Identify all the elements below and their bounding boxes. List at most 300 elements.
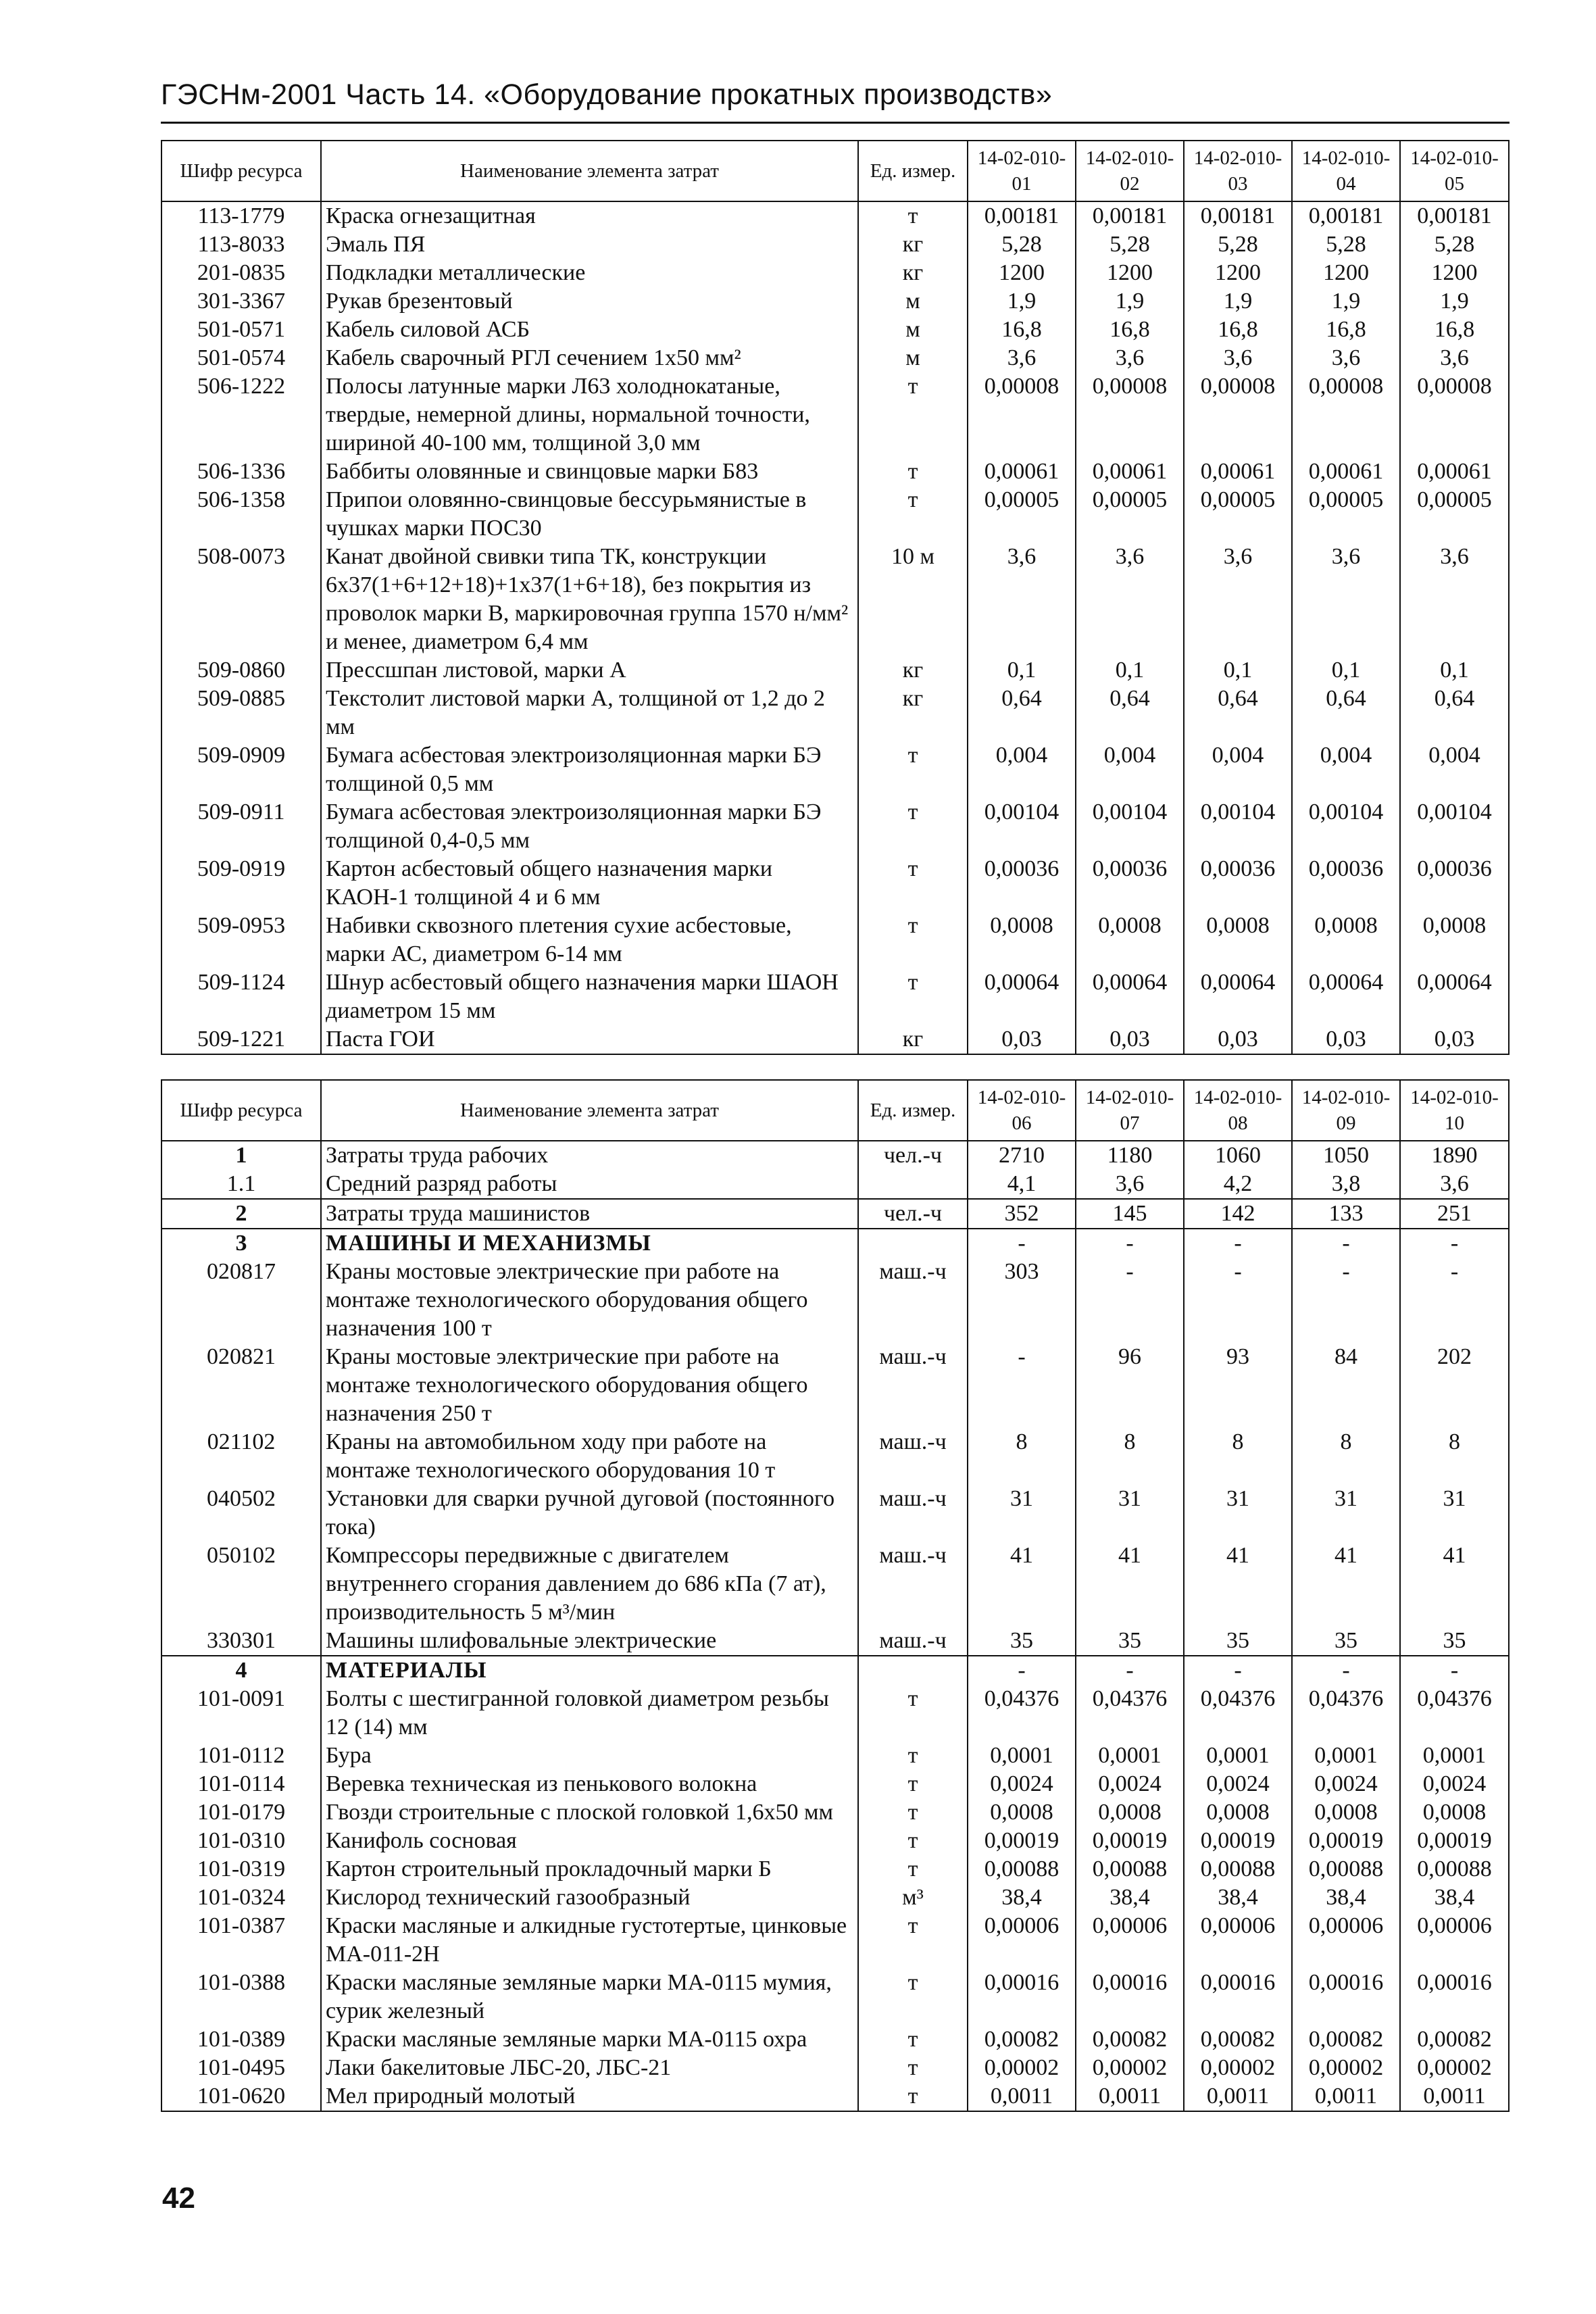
norm-value: 0,1 bbox=[1400, 656, 1509, 685]
cost-element-name: Текстолит листовой марки А, толщиной от 1,2 до 2 мм bbox=[321, 685, 858, 741]
norm-value: 35 bbox=[1076, 1627, 1184, 1656]
norm-value: 0,0011 bbox=[1400, 2082, 1509, 2111]
norm-value: 0,00036 bbox=[1076, 855, 1184, 912]
norm-value: 0,00002 bbox=[968, 2054, 1076, 2082]
table-row bbox=[161, 1827, 1509, 1855]
resource-code: 101-0324 bbox=[161, 1884, 321, 1912]
table-row bbox=[161, 344, 1509, 372]
table-row bbox=[161, 1170, 1509, 1199]
norm-value: 3,8 bbox=[1292, 1170, 1400, 1199]
header-col-1: 14-02-010-06 bbox=[968, 1080, 1076, 1141]
norm-value: 0,00181 bbox=[968, 201, 1076, 230]
resource-code: 509-0909 bbox=[161, 741, 321, 798]
norm-value: - bbox=[1400, 1656, 1509, 1685]
norm-value: 38,4 bbox=[1400, 1884, 1509, 1912]
norm-value: 0,0001 bbox=[1292, 1742, 1400, 1770]
resource-code: 1 bbox=[161, 1141, 321, 1170]
norm-value: 31 bbox=[1184, 1485, 1292, 1542]
norm-value: 0,00181 bbox=[1184, 201, 1292, 230]
unit-of-measure: т bbox=[858, 201, 968, 230]
unit-of-measure: т bbox=[858, 1969, 968, 2025]
cost-element-name: Затраты труда рабочих bbox=[321, 1141, 858, 1170]
norm-value: 0,00181 bbox=[1400, 201, 1509, 230]
unit-of-measure: м bbox=[858, 287, 968, 316]
norm-value: 3,6 bbox=[1184, 543, 1292, 656]
norm-value: 1200 bbox=[1292, 259, 1400, 287]
norm-value: 0,00088 bbox=[1076, 1855, 1184, 1884]
norm-value: 0,0008 bbox=[968, 1798, 1076, 1827]
norm-value: 0,0011 bbox=[1076, 2082, 1184, 2111]
cost-element-name: Краны на автомобильном ходу при работе на монтаже технологического оборудования 10 т bbox=[321, 1428, 858, 1485]
cost-element-name: Кабель сварочный РГЛ сечением 1х50 мм² bbox=[321, 344, 858, 372]
norm-value: 0,64 bbox=[1076, 685, 1184, 741]
norm-value: - bbox=[1184, 1229, 1292, 1258]
header-col-2: 14-02-010-07 bbox=[1076, 1080, 1184, 1141]
table-row bbox=[161, 1025, 1509, 1054]
norm-value: 1,9 bbox=[1184, 287, 1292, 316]
unit-of-measure: т bbox=[858, 968, 968, 1025]
norm-value: - bbox=[1184, 1258, 1292, 1343]
norm-value: 16,8 bbox=[968, 316, 1076, 344]
table-header-row bbox=[161, 1080, 1509, 1141]
norm-value: 0,03 bbox=[1184, 1025, 1292, 1054]
header-code: Шифр ресурса bbox=[161, 141, 321, 201]
cost-element-name: Шнур асбестовый общего назначения марки ШАОН диаметром 15 мм bbox=[321, 968, 858, 1025]
table-row bbox=[161, 2054, 1509, 2082]
table-row bbox=[161, 1343, 1509, 1428]
table-row bbox=[161, 230, 1509, 259]
table-row bbox=[161, 1855, 1509, 1884]
norm-value: - bbox=[1076, 1656, 1184, 1685]
norm-value: 3,6 bbox=[1292, 344, 1400, 372]
norm-value: 3,6 bbox=[1184, 344, 1292, 372]
norm-value: 1050 bbox=[1292, 1141, 1400, 1170]
norm-value: 3,6 bbox=[1292, 543, 1400, 656]
table-row bbox=[161, 1229, 1509, 1258]
table-row bbox=[161, 912, 1509, 968]
resource-code: 501-0574 bbox=[161, 344, 321, 372]
resource-code: 506-1358 bbox=[161, 486, 321, 543]
unit-of-measure: маш.-ч bbox=[858, 1428, 968, 1485]
header-col-3: 14-02-010-03 bbox=[1184, 141, 1292, 201]
norm-value: - bbox=[1076, 1229, 1184, 1258]
norm-value: 0,0011 bbox=[1292, 2082, 1400, 2111]
table-row bbox=[161, 287, 1509, 316]
norm-value: 41 bbox=[1292, 1542, 1400, 1627]
norm-value: 0,03 bbox=[1076, 1025, 1184, 1054]
norm-value: 31 bbox=[1400, 1485, 1509, 1542]
unit-of-measure: т bbox=[858, 1827, 968, 1855]
resource-code: 4 bbox=[161, 1656, 321, 1685]
norm-value: 0,00005 bbox=[1400, 486, 1509, 543]
norm-value: 0,00006 bbox=[1292, 1912, 1400, 1969]
table-row bbox=[161, 458, 1509, 486]
cost-element-name: Кислород технический газообразный bbox=[321, 1884, 858, 1912]
resource-code: 509-1221 bbox=[161, 1025, 321, 1054]
norm-value: 0,00088 bbox=[968, 1855, 1076, 1884]
norm-value: 0,00005 bbox=[968, 486, 1076, 543]
resource-code: 050102 bbox=[161, 1542, 321, 1627]
resource-code: 021102 bbox=[161, 1428, 321, 1485]
norm-value: - bbox=[968, 1656, 1076, 1685]
norm-value: 0,04376 bbox=[1184, 1685, 1292, 1742]
header-col-5: 14-02-010-10 bbox=[1400, 1080, 1509, 1141]
cost-element-name: Компрессоры передвижные с двигателем внутреннего сгорания давлением до 686 кПа (7 ат), производительность 5 м³/мин bbox=[321, 1542, 858, 1627]
table-row bbox=[161, 1798, 1509, 1827]
table-row bbox=[161, 1685, 1509, 1742]
unit-of-measure: т bbox=[858, 1770, 968, 1798]
norm-value: 0,04376 bbox=[1292, 1685, 1400, 1742]
norm-value: - bbox=[1400, 1229, 1509, 1258]
unit-of-measure: 10 м bbox=[858, 543, 968, 656]
unit-of-measure: т bbox=[858, 1742, 968, 1770]
resource-code: 509-1124 bbox=[161, 968, 321, 1025]
norm-value: 0,64 bbox=[1400, 685, 1509, 741]
norm-value: 0,00008 bbox=[1076, 372, 1184, 458]
cost-element-name: Мел природный молотый bbox=[321, 2082, 858, 2111]
unit-of-measure: т bbox=[858, 1855, 968, 1884]
norm-value: 0,0001 bbox=[1400, 1742, 1509, 1770]
cost-element-name: Бумага асбестовая электроизоляционная марки БЭ толщиной 0,5 мм bbox=[321, 741, 858, 798]
norm-value: 0,00036 bbox=[1184, 855, 1292, 912]
norm-value: - bbox=[1076, 1258, 1184, 1343]
table-row bbox=[161, 685, 1509, 741]
norm-value: 1200 bbox=[1184, 259, 1292, 287]
norm-value: 41 bbox=[1184, 1542, 1292, 1627]
resource-code: 2 bbox=[161, 1199, 321, 1229]
norm-value: 0,00016 bbox=[1292, 1969, 1400, 2025]
norm-value: 0,0008 bbox=[968, 912, 1076, 968]
norm-value: 1,9 bbox=[968, 287, 1076, 316]
table-row bbox=[161, 2025, 1509, 2054]
norm-value: 0,0008 bbox=[1184, 1798, 1292, 1827]
norm-value: 0,64 bbox=[968, 685, 1076, 741]
norm-value: 0,00002 bbox=[1184, 2054, 1292, 2082]
header-name: Наименование элемента затрат bbox=[321, 141, 858, 201]
cost-element-name: Бумага асбестовая электроизоляционная марки БЭ толщиной 0,4-0,5 мм bbox=[321, 798, 858, 855]
unit-of-measure: маш.-ч bbox=[858, 1627, 968, 1656]
cost-element-name: Эмаль ПЯ bbox=[321, 230, 858, 259]
cost-element-name: Затраты труда машинистов bbox=[321, 1199, 858, 1229]
resource-code: 1.1 bbox=[161, 1170, 321, 1199]
unit-of-measure: т bbox=[858, 2054, 968, 2082]
header-name: Наименование элемента затрат bbox=[321, 1080, 858, 1141]
norm-value: 0,00005 bbox=[1076, 486, 1184, 543]
norm-value: 0,00002 bbox=[1400, 2054, 1509, 2082]
norm-value: 0,00006 bbox=[1400, 1912, 1509, 1969]
unit-of-measure: кг bbox=[858, 685, 968, 741]
resource-code: 113-1779 bbox=[161, 201, 321, 230]
cost-element-name: Рукав брезентовый bbox=[321, 287, 858, 316]
norm-value: 0,03 bbox=[968, 1025, 1076, 1054]
table-row bbox=[161, 1428, 1509, 1485]
cost-element-name: Краски масляные и алкидные густотертые, цинковые МА-011-2Н bbox=[321, 1912, 858, 1969]
table-row bbox=[161, 543, 1509, 656]
unit-of-measure: т bbox=[858, 2082, 968, 2111]
norm-value: 1890 bbox=[1400, 1141, 1509, 1170]
norm-value: 16,8 bbox=[1400, 316, 1509, 344]
resource-code: 509-0911 bbox=[161, 798, 321, 855]
norm-value: 0,03 bbox=[1292, 1025, 1400, 1054]
cost-element-name: Лаки бакелитовые ЛБС-20, ЛБС-21 bbox=[321, 2054, 858, 2082]
cost-element-name: МАТЕРИАЛЫ bbox=[321, 1656, 858, 1685]
norm-value: 0,00064 bbox=[968, 968, 1076, 1025]
norm-value: 0,00104 bbox=[1184, 798, 1292, 855]
unit-of-measure: маш.-ч bbox=[858, 1258, 968, 1343]
header-unit: Ед. измер. bbox=[858, 141, 968, 201]
cost-element-name: Краски масляные земляные марки МА-0115 мумия, сурик железный bbox=[321, 1969, 858, 2025]
cost-element-name: Картон асбестовый общего назначения марки КАОН-1 толщиной 4 и 6 мм bbox=[321, 855, 858, 912]
header-unit: Ед. измер. bbox=[858, 1080, 968, 1141]
norm-value: 0,00036 bbox=[1400, 855, 1509, 912]
norm-value: 4,2 bbox=[1184, 1170, 1292, 1199]
norm-value: 31 bbox=[1292, 1485, 1400, 1542]
norm-value: 5,28 bbox=[1184, 230, 1292, 259]
norm-value: 8 bbox=[968, 1428, 1076, 1485]
norm-value: 0,00019 bbox=[968, 1827, 1076, 1855]
norm-value: 0,00036 bbox=[968, 855, 1076, 912]
norm-value: 8 bbox=[1184, 1428, 1292, 1485]
table-row bbox=[161, 1742, 1509, 1770]
table-row bbox=[161, 316, 1509, 344]
norm-value: 1060 bbox=[1184, 1141, 1292, 1170]
unit-of-measure: маш.-ч bbox=[858, 1485, 968, 1542]
norm-value: 0,00061 bbox=[1184, 458, 1292, 486]
norm-value: 31 bbox=[1076, 1485, 1184, 1542]
norm-value: 96 bbox=[1076, 1343, 1184, 1428]
unit-of-measure: т bbox=[858, 912, 968, 968]
resource-code: 040502 bbox=[161, 1485, 321, 1542]
norm-value: 0,00088 bbox=[1184, 1855, 1292, 1884]
norm-value: 38,4 bbox=[968, 1884, 1076, 1912]
norm-value: 0,0001 bbox=[1076, 1742, 1184, 1770]
norm-value: 0,1 bbox=[1292, 656, 1400, 685]
header-col-5: 14-02-010-05 bbox=[1400, 141, 1509, 201]
unit-of-measure: м bbox=[858, 344, 968, 372]
norm-value: 3,6 bbox=[1400, 344, 1509, 372]
norm-value: 84 bbox=[1292, 1343, 1400, 1428]
norm-value: - bbox=[968, 1229, 1076, 1258]
norm-value: 3,6 bbox=[1076, 543, 1184, 656]
cost-element-name: Гвозди строительные с плоской головкой 1,6х50 мм bbox=[321, 1798, 858, 1827]
norm-value: 303 bbox=[968, 1258, 1076, 1343]
resource-code: 509-0860 bbox=[161, 656, 321, 685]
norm-value: 35 bbox=[1292, 1627, 1400, 1656]
unit-of-measure: т bbox=[858, 372, 968, 458]
norm-value: 0,00016 bbox=[968, 1969, 1076, 2025]
norm-value: 0,1 bbox=[1184, 656, 1292, 685]
norm-value: 0,00019 bbox=[1400, 1827, 1509, 1855]
norm-value: 0,00036 bbox=[1292, 855, 1400, 912]
table-row bbox=[161, 372, 1509, 458]
resource-code: 3 bbox=[161, 1229, 321, 1258]
norm-value: 5,28 bbox=[1076, 230, 1184, 259]
header-col-4: 14-02-010-09 bbox=[1292, 1080, 1400, 1141]
norm-value: 202 bbox=[1400, 1343, 1509, 1428]
unit-of-measure: кг bbox=[858, 656, 968, 685]
unit-of-measure: т bbox=[858, 1912, 968, 1969]
resource-code: 501-0571 bbox=[161, 316, 321, 344]
norm-value: 41 bbox=[968, 1542, 1076, 1627]
cost-element-name: Средний разряд работы bbox=[321, 1170, 858, 1199]
norm-value: 0,03 bbox=[1400, 1025, 1509, 1054]
resource-code: 101-0179 bbox=[161, 1798, 321, 1827]
unit-of-measure: маш.-ч bbox=[858, 1343, 968, 1428]
norm-value: 251 bbox=[1400, 1199, 1509, 1229]
cost-element-name: Установки для сварки ручной дуговой (постоянного тока) bbox=[321, 1485, 858, 1542]
norm-value: 3,6 bbox=[1400, 543, 1509, 656]
table-row bbox=[161, 1969, 1509, 2025]
norm-value: 1180 bbox=[1076, 1141, 1184, 1170]
norm-value: 0,00019 bbox=[1292, 1827, 1400, 1855]
table-row bbox=[161, 201, 1509, 230]
table-row bbox=[161, 968, 1509, 1025]
norm-value: 8 bbox=[1076, 1428, 1184, 1485]
norm-value: 8 bbox=[1292, 1428, 1400, 1485]
unit-of-measure: м³ bbox=[858, 1884, 968, 1912]
resource-code: 101-0310 bbox=[161, 1827, 321, 1855]
header-rule bbox=[161, 122, 1510, 124]
header-col-3: 14-02-010-08 bbox=[1184, 1080, 1292, 1141]
norm-value: 0,0001 bbox=[968, 1742, 1076, 1770]
norm-value: 1200 bbox=[968, 259, 1076, 287]
norm-value: 0,00104 bbox=[1400, 798, 1509, 855]
norm-value: 41 bbox=[1076, 1542, 1184, 1627]
table-row bbox=[161, 1141, 1509, 1170]
norm-value: 0,00181 bbox=[1292, 201, 1400, 230]
unit-of-measure: чел.-ч bbox=[858, 1141, 968, 1170]
norm-value: 0,0011 bbox=[1184, 2082, 1292, 2111]
unit-of-measure: чел.-ч bbox=[858, 1199, 968, 1229]
norm-value: 3,6 bbox=[1076, 344, 1184, 372]
norm-value: 0,00006 bbox=[1076, 1912, 1184, 1969]
norm-value: 0,00088 bbox=[1292, 1855, 1400, 1884]
resource-code: 201-0835 bbox=[161, 259, 321, 287]
norm-value: 0,1 bbox=[1076, 656, 1184, 685]
norm-value: 1,9 bbox=[1400, 287, 1509, 316]
cost-element-name: Кабель силовой АСБ bbox=[321, 316, 858, 344]
norm-value: 16,8 bbox=[1076, 316, 1184, 344]
unit-of-measure: т bbox=[858, 855, 968, 912]
norm-value: 0,00064 bbox=[1400, 968, 1509, 1025]
table-row bbox=[161, 1627, 1509, 1656]
norm-value: 0,0024 bbox=[1292, 1770, 1400, 1798]
norm-value: 0,00104 bbox=[968, 798, 1076, 855]
norm-value: 0,00006 bbox=[968, 1912, 1076, 1969]
norm-value: 1,9 bbox=[1292, 287, 1400, 316]
norm-value: 0,0011 bbox=[968, 2082, 1076, 2111]
norm-value: 4,1 bbox=[968, 1170, 1076, 1199]
resource-code: 101-0091 bbox=[161, 1685, 321, 1742]
norm-value: 93 bbox=[1184, 1343, 1292, 1428]
norm-value: 0,00104 bbox=[1292, 798, 1400, 855]
table-row bbox=[161, 1542, 1509, 1627]
cost-element-name: Канат двойной свивки типа ТК, конструкции 6х37(1+6+12+18)+1х37(1+6+18), без покрытия из проволок марки В, маркировочная группа 1570 н/мм² и менее, диаметром 6,4 мм bbox=[321, 543, 858, 656]
norm-value: 0,00005 bbox=[1292, 486, 1400, 543]
norm-value: 0,00019 bbox=[1076, 1827, 1184, 1855]
norm-value: 142 bbox=[1184, 1199, 1292, 1229]
norm-value: 0,00061 bbox=[1292, 458, 1400, 486]
norm-value: 0,04376 bbox=[1076, 1685, 1184, 1742]
resource-code: 101-0112 bbox=[161, 1742, 321, 1770]
resource-table-2 bbox=[161, 1079, 1510, 2112]
norm-value: 0,0008 bbox=[1076, 912, 1184, 968]
norm-value: 38,4 bbox=[1292, 1884, 1400, 1912]
norm-value: 0,00002 bbox=[1076, 2054, 1184, 2082]
header-col-2: 14-02-010-02 bbox=[1076, 141, 1184, 201]
norm-value: 0,00082 bbox=[1076, 2025, 1184, 2054]
cost-element-name: Болты с шестигранной головкой диаметром резьбы 12 (14) мм bbox=[321, 1685, 858, 1742]
resource-code: 509-0953 bbox=[161, 912, 321, 968]
norm-value: 0,004 bbox=[1076, 741, 1184, 798]
norm-value: 3,6 bbox=[968, 344, 1076, 372]
resource-code: 101-0319 bbox=[161, 1855, 321, 1884]
cost-element-name: Краска огнезащитная bbox=[321, 201, 858, 230]
norm-value: 5,28 bbox=[1292, 230, 1400, 259]
norm-value: 0,00008 bbox=[1400, 372, 1509, 458]
unit-of-measure: т bbox=[858, 1685, 968, 1742]
table-row bbox=[161, 1770, 1509, 1798]
table-row bbox=[161, 1884, 1509, 1912]
norm-value: 0,00016 bbox=[1400, 1969, 1509, 2025]
norm-value: 35 bbox=[1400, 1627, 1509, 1656]
header-col-4: 14-02-010-04 bbox=[1292, 141, 1400, 201]
resource-code: 101-0388 bbox=[161, 1969, 321, 2025]
norm-value: 0,0024 bbox=[1400, 1770, 1509, 1798]
norm-value: 145 bbox=[1076, 1199, 1184, 1229]
unit-of-measure: м bbox=[858, 316, 968, 344]
norm-value: - bbox=[1184, 1656, 1292, 1685]
norm-value: 0,004 bbox=[1400, 741, 1509, 798]
norm-value: 0,00064 bbox=[1184, 968, 1292, 1025]
table-row bbox=[161, 1199, 1509, 1229]
resource-code: 506-1336 bbox=[161, 458, 321, 486]
norm-value: 5,28 bbox=[968, 230, 1076, 259]
norm-value: 0,00061 bbox=[1400, 458, 1509, 486]
page-number: 42 bbox=[162, 2182, 195, 2215]
unit-of-measure bbox=[858, 1229, 968, 1258]
resource-code: 101-0389 bbox=[161, 2025, 321, 2054]
cost-element-name: МАШИНЫ И МЕХАНИЗМЫ bbox=[321, 1229, 858, 1258]
cost-element-name: Паста ГОИ bbox=[321, 1025, 858, 1054]
resource-code: 113-8033 bbox=[161, 230, 321, 259]
norm-value: 0,00008 bbox=[1292, 372, 1400, 458]
norm-value: 38,4 bbox=[1184, 1884, 1292, 1912]
unit-of-measure: маш.-ч bbox=[858, 1542, 968, 1627]
norm-value: 3,6 bbox=[968, 543, 1076, 656]
table-row bbox=[161, 486, 1509, 543]
norm-value: - bbox=[1292, 1656, 1400, 1685]
unit-of-measure: т bbox=[858, 2025, 968, 2054]
table-row bbox=[161, 1485, 1509, 1542]
norm-value: 0,00005 bbox=[1184, 486, 1292, 543]
norm-value: 1200 bbox=[1400, 259, 1509, 287]
norm-value: 0,0008 bbox=[1292, 912, 1400, 968]
table-row bbox=[161, 798, 1509, 855]
unit-of-measure bbox=[858, 1656, 968, 1685]
norm-value: - bbox=[1292, 1229, 1400, 1258]
cost-element-name: Канифоль сосновая bbox=[321, 1827, 858, 1855]
norm-value: 0,00008 bbox=[1184, 372, 1292, 458]
unit-of-measure: т bbox=[858, 458, 968, 486]
norm-value: 0,00088 bbox=[1400, 1855, 1509, 1884]
norm-value: 35 bbox=[1184, 1627, 1292, 1656]
resource-code: 101-0495 bbox=[161, 2054, 321, 2082]
norm-value: 0,0008 bbox=[1076, 1798, 1184, 1827]
resource-code: 509-0919 bbox=[161, 855, 321, 912]
norm-value: - bbox=[1292, 1258, 1400, 1343]
norm-value: 35 bbox=[968, 1627, 1076, 1656]
